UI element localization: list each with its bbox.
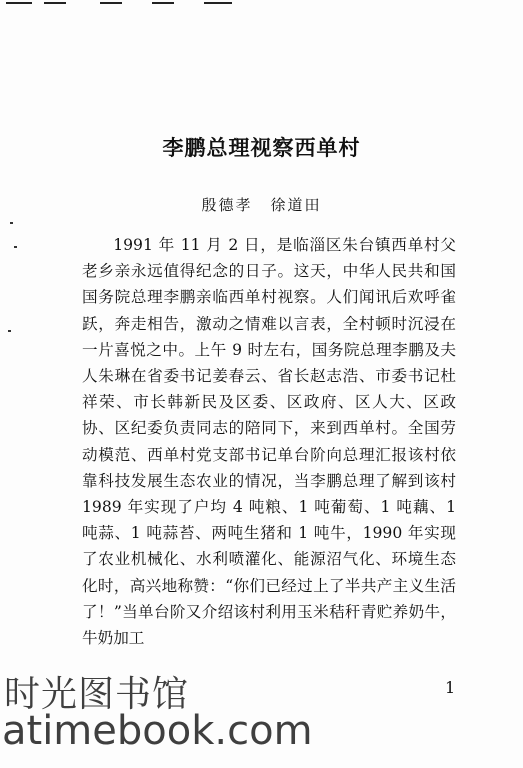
page-number: 1 — [445, 678, 456, 697]
author-name: 殷德孝 — [201, 196, 253, 214]
scan-speck — [10, 222, 13, 224]
watermark-site-url: atimebook.com — [2, 708, 313, 754]
article-body: 1991 年 11 月 2 日，是临淄区朱台镇西单村父老乡亲永远值得纪念的日子。这天，中华人民共和国国务院总理李鹏亲临西单村视察。人们闻讯后欢呼雀跃，奔走相告，激动之情难以言表，全村顿时沉浸在一片喜悦之中。上午 9 时左右，国务院总理李鹏及夫人朱琳在省委书记姜春云、省长赵志浩、市委书记杜祥荣、市长韩新民及区委、区政府、区人大、区政协、区纪委负责同志的陪同下，来到西单村。全国劳动模范、西单村党支部书记单台阶向总理汇报该村依靠科技发展生态农业的情况，当李鹏总理了解到该村 1989 年实现了户均 4 吨粮、1 吨葡萄、1 吨藕、1 吨蒜、1 吨蒜苔、两吨生猪和 1 吨牛，1990 年实现了农业机械化、水利喷灌化、能源沼气化、环境生态化时，高兴地称赞：“你们已经过上了半共产主义生活了！”当单台阶又介绍该村利用玉米秸秆青贮养奶牛，牛奶加工 — [82, 236, 456, 648]
author-name: 徐道田 — [270, 196, 322, 214]
scan-speck — [8, 330, 11, 332]
article-authors — [0, 194, 523, 215]
scan-edge-marks — [0, 0, 523, 8]
scan-speck — [14, 246, 17, 248]
article-title: 李鹏总理视察西单村 — [162, 135, 361, 160]
watermark-site-name: 时光图书馆 — [4, 674, 190, 715]
